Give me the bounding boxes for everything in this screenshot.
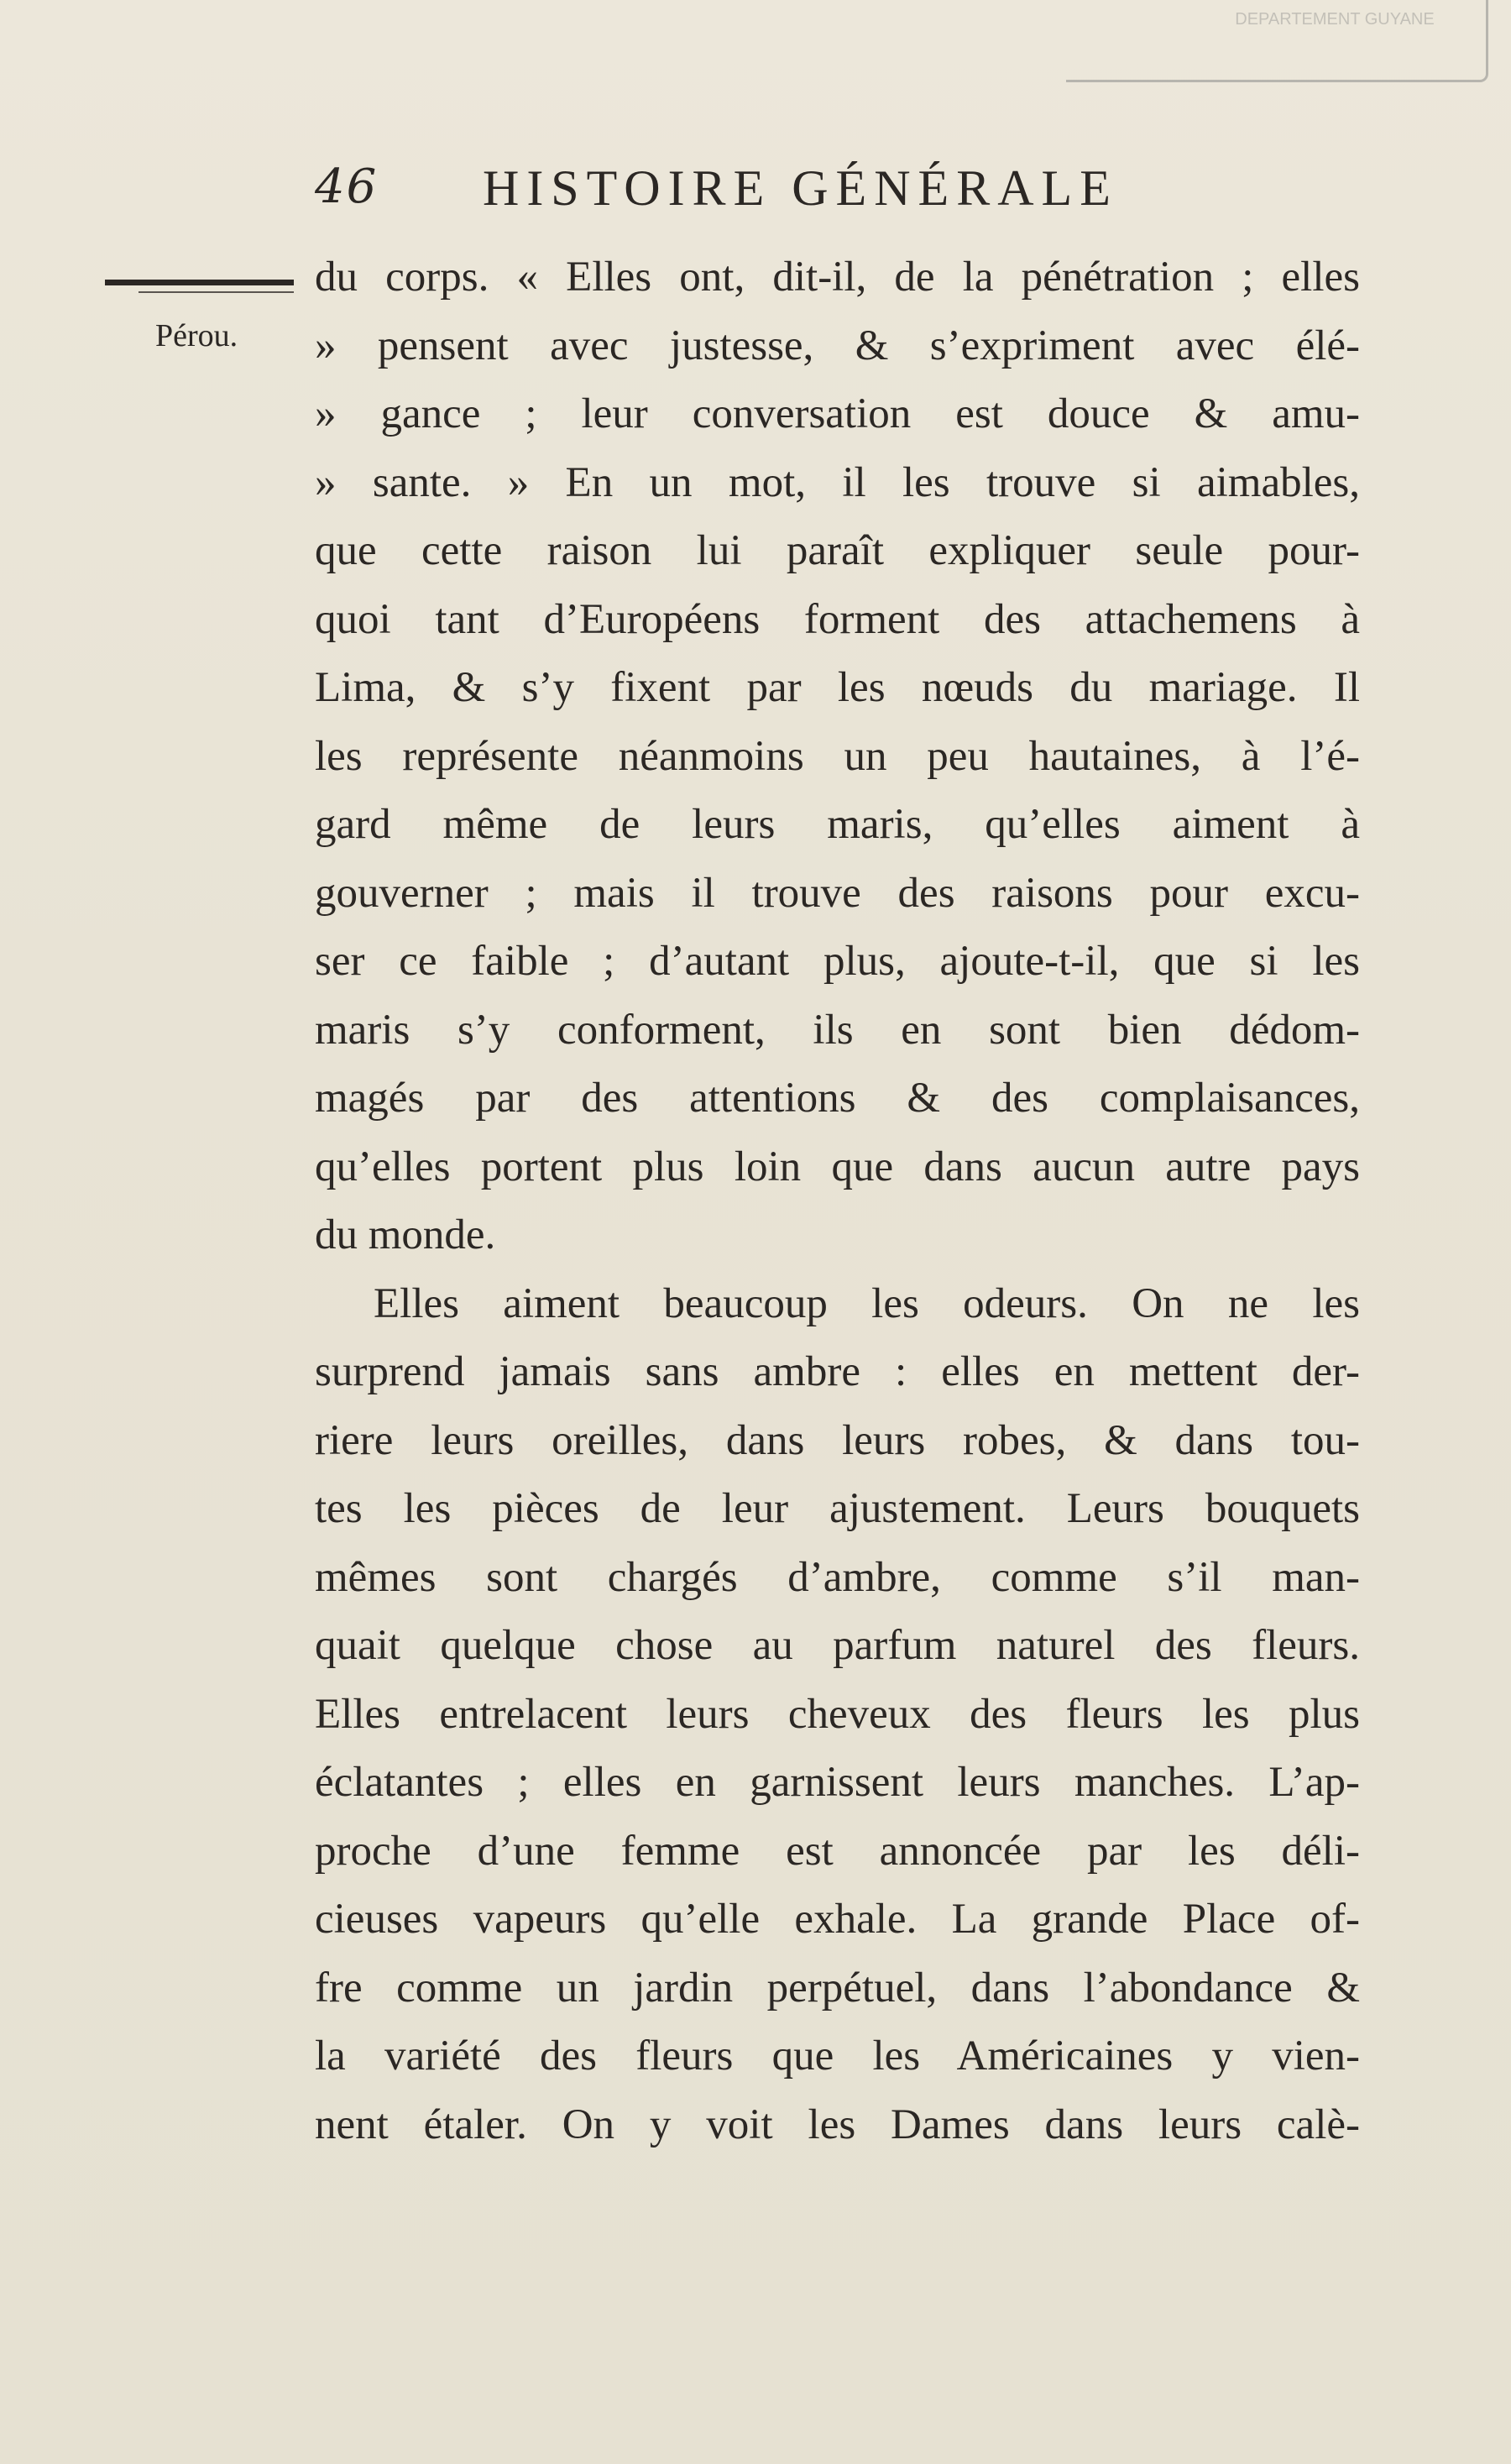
text-line: quoi tant d’Européens forment des attachemens à bbox=[315, 595, 1360, 643]
margin-rule bbox=[105, 280, 294, 285]
text-line: proche d’une femme est annoncée par les déli- bbox=[315, 1827, 1360, 1875]
text-line: fre comme un jardin perpétuel, dans l’abondance & bbox=[315, 1964, 1360, 2011]
text-line: gard même de leurs maris, qu’elles aiment à bbox=[315, 801, 1360, 848]
text-line: maris s’y conforment, ils en sont bien dédom- bbox=[315, 1006, 1360, 1054]
page-number: 46 bbox=[315, 160, 379, 214]
text-line: » pensent avec justesse, & s’expriment avec élé- bbox=[315, 322, 1360, 369]
text-line: cieuses vapeurs qu’elle exhale. La grande Place of- bbox=[315, 1896, 1360, 1943]
text-line: gouverner ; mais il trouve des raisons pour excu- bbox=[315, 869, 1360, 917]
text-line: du monde. bbox=[315, 1211, 496, 1258]
text-line: magés par des attentions & des complaisances, bbox=[315, 1075, 1360, 1122]
text-line: nent étaler. On y voit les Dames dans leurs calè- bbox=[315, 2100, 1360, 2148]
text-line: Elles entrelacent leurs cheveux des fleurs les plus bbox=[315, 1690, 1360, 1738]
running-head bbox=[315, 160, 1238, 227]
text-line: la variété des fleurs que les Américaines y vien- bbox=[315, 2032, 1360, 2079]
text-line: éclatantes ; elles en garnissent leurs manches. L’ap- bbox=[315, 1759, 1360, 1806]
text-line: Lima, & s’y fixent par les nœuds du mariage. Il bbox=[315, 664, 1360, 711]
text-line: du corps. « Elles ont, dit-il, de la pénétration ; elles bbox=[315, 254, 1360, 301]
text-line: mêmes sont chargés d’ambre, comme s’il man- bbox=[315, 1553, 1360, 1601]
library-stamp-text: DEPARTEMENT GUYANE bbox=[1235, 10, 1435, 29]
text-line: qu’elles portent plus loin que dans aucun autre pays bbox=[315, 1143, 1360, 1190]
text-line: surprend jamais sans ambre : elles en mettent der- bbox=[315, 1348, 1360, 1395]
text-line: quait quelque chose au parfum naturel des fleurs. bbox=[315, 1622, 1360, 1669]
text-line: Elles aiment beaucoup les odeurs. On ne les bbox=[374, 1279, 1360, 1327]
text-line: » gance ; leur conversation est douce & amu- bbox=[315, 390, 1360, 437]
running-title: HISTOIRE GÉNÉRALE bbox=[483, 160, 1118, 216]
text-line: » sante. » En un mot, il les trouve si aimables, bbox=[315, 458, 1360, 506]
margin-rule-thin bbox=[139, 291, 294, 293]
text-line: ser ce faible ; d’autant plus, ajoute-t-il, que si les bbox=[315, 938, 1360, 985]
text-line: que cette raison lui paraît expliquer seule pour- bbox=[315, 527, 1360, 574]
text-line: riere leurs oreilles, dans leurs robes, & dans tou- bbox=[315, 1416, 1360, 1464]
margin-note: Pérou. bbox=[155, 318, 238, 353]
text-line: les représente néanmoins un peu hautaines, à l’é- bbox=[315, 732, 1360, 780]
body-text bbox=[315, 243, 1360, 2159]
text-line: tes les pièces de leur ajustement. Leurs bouquets bbox=[315, 1485, 1360, 1532]
